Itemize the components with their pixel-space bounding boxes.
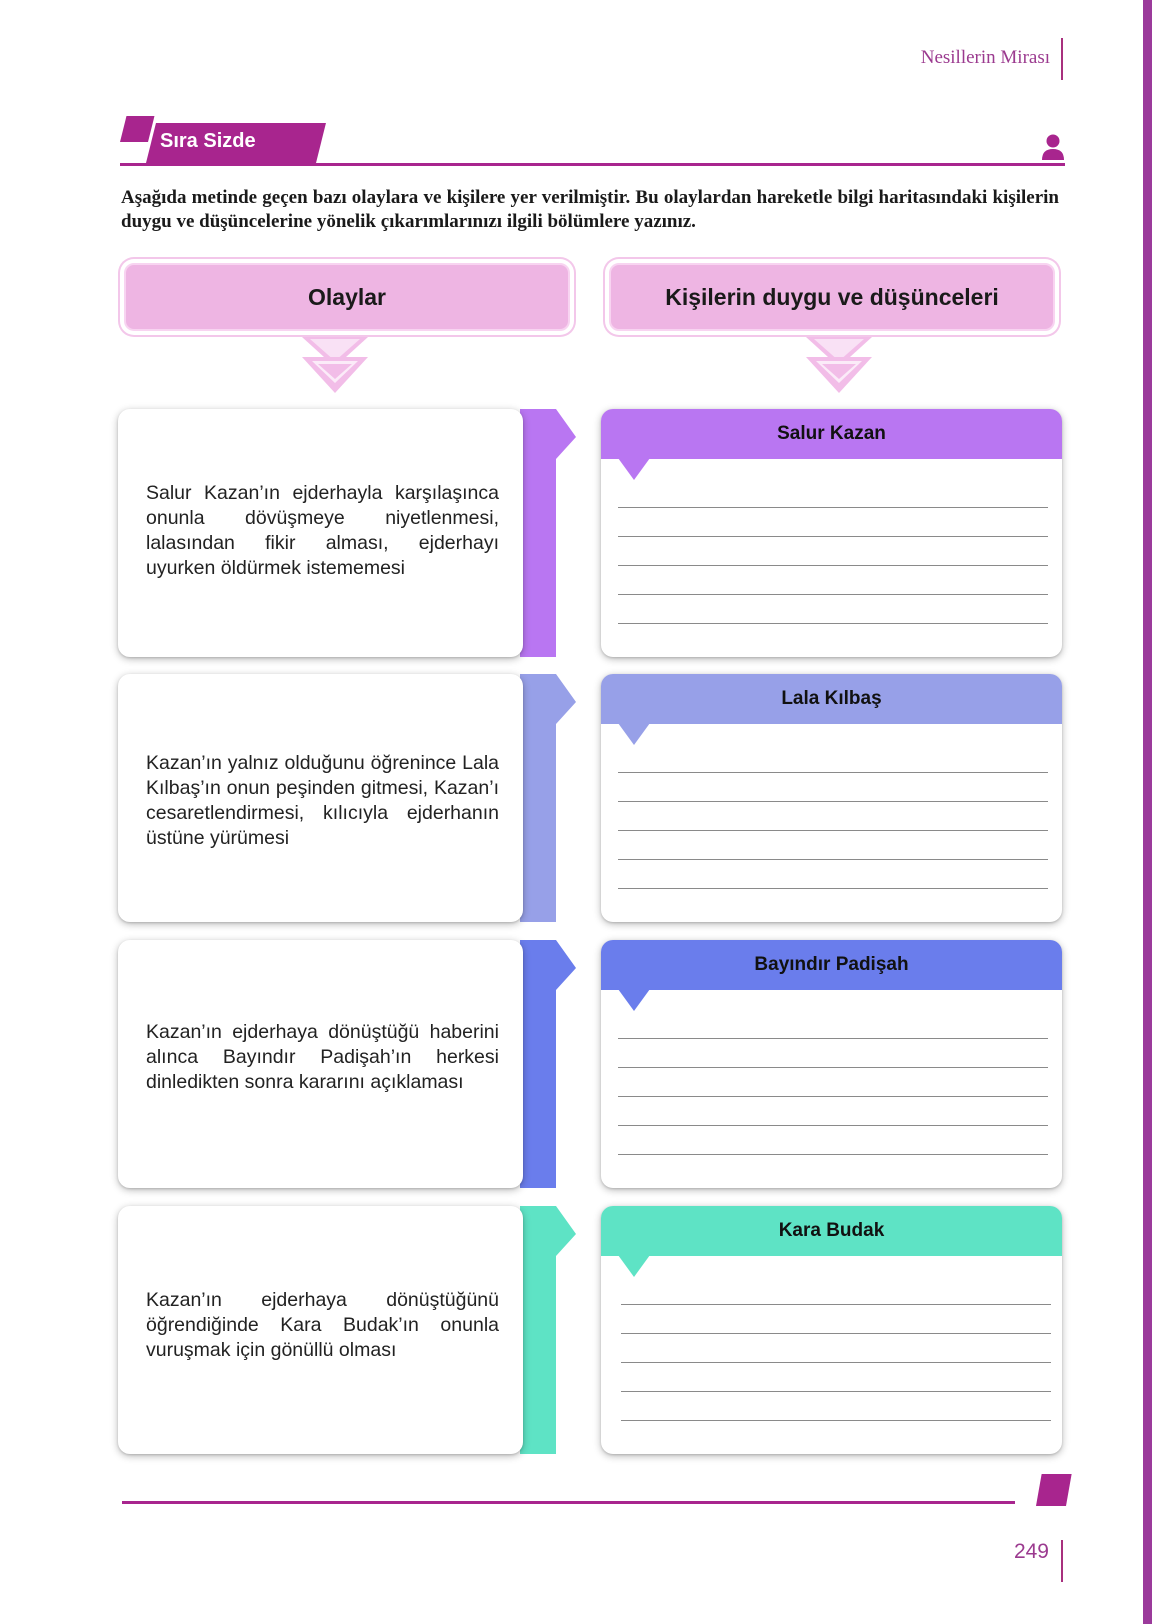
header-pointer (618, 723, 650, 745)
person-card (601, 1206, 1062, 1454)
page-number: 249 (1013, 1540, 1049, 1563)
answer-line[interactable] (618, 594, 1048, 595)
answer-line[interactable] (618, 507, 1048, 508)
event-card (118, 940, 523, 1188)
section-rule (120, 163, 1065, 166)
event-card (118, 409, 523, 657)
header-pointer (618, 1255, 650, 1277)
answer-line[interactable] (618, 830, 1048, 831)
person-name: Salur Kazan (601, 409, 1062, 459)
person-card (601, 674, 1062, 922)
row-connector (520, 940, 576, 1188)
row-connector (520, 409, 576, 657)
answer-line[interactable] (618, 623, 1048, 624)
chevron-down-icon (302, 337, 368, 395)
person-name: Lala Kılbaş (601, 674, 1062, 724)
answer-line[interactable] (618, 888, 1048, 889)
running-head-rule (1061, 38, 1063, 80)
answer-line[interactable] (621, 1391, 1051, 1392)
header-pointer (618, 458, 650, 480)
instructions: Aşağıda metinde geçen bazı olaylara ve kişilere yer verilmiştir. Bu olaylardan hareketle bilgi haritasındaki kişilerin duygu ve düşüncelerine yönelik çıkarımlarınızı ilgili bölümlere yazınız. (121, 187, 1059, 232)
section-title: Sıra Sizde (160, 130, 256, 152)
events-column-header: Olaylar (124, 263, 570, 331)
answer-line[interactable] (618, 565, 1048, 566)
person-name: Bayındır Padişah (601, 940, 1062, 990)
event-text: Kazan’ın ejderhaya dönüştüğünü öğrendiğinde Kara Budak’ın onunla vuruşmak için gönüllü olması (146, 1289, 499, 1361)
event-text: Salur Kazan’ın ejderhayla karşılaşınca onunla dövüşmeye niyetlenmesi, lalasından fikir alması, ejderhayı uyurken öldürmek istememesi (146, 482, 499, 579)
event-card (118, 674, 523, 922)
answer-line[interactable] (618, 1096, 1048, 1097)
answer-line[interactable] (618, 1067, 1048, 1068)
row-connector (520, 674, 576, 922)
chevron-down-icon (806, 337, 872, 395)
header-pointer (618, 989, 650, 1011)
answer-line[interactable] (621, 1362, 1051, 1363)
person-card (601, 940, 1062, 1188)
answer-line[interactable] (618, 859, 1048, 860)
answer-line[interactable] (621, 1333, 1051, 1334)
answer-line[interactable] (618, 1038, 1048, 1039)
row-connector (520, 1206, 576, 1454)
person-name: Kara Budak (601, 1206, 1062, 1256)
answer-line[interactable] (621, 1420, 1051, 1421)
feelings-column-header: Kişilerin duygu ve düşünceleri (609, 263, 1055, 331)
event-card (118, 1206, 523, 1454)
answer-line[interactable] (618, 1154, 1048, 1155)
section-tab-accent (120, 116, 154, 142)
bottom-rule (122, 1501, 1015, 1504)
person-icon (1041, 133, 1065, 161)
answer-line[interactable] (621, 1304, 1051, 1305)
person-card (601, 409, 1062, 657)
answer-line[interactable] (618, 1125, 1048, 1126)
answer-line[interactable] (618, 536, 1048, 537)
event-text: Kazan’ın ejderhaya dönüştüğü haberini alınca Bayındır Padişah’ın herkesi dinledikten sonra kararını açıklaması (146, 1021, 499, 1093)
page-edge-bar (1143, 0, 1152, 1624)
page-number-rule (1061, 1540, 1063, 1582)
answer-line[interactable] (618, 801, 1048, 802)
running-head: Nesillerin Mirası (920, 47, 1050, 68)
event-text: Kazan’ın yalnız olduğunu öğrenince Lala Kılbaş’ın onun peşinden gitmesi, Kazan’ı cesaretlendirmesi, kılıcıyla ejderhanın üstüne yürümesi (146, 752, 499, 849)
bottom-tab-accent (1036, 1474, 1072, 1506)
answer-line[interactable] (618, 772, 1048, 773)
